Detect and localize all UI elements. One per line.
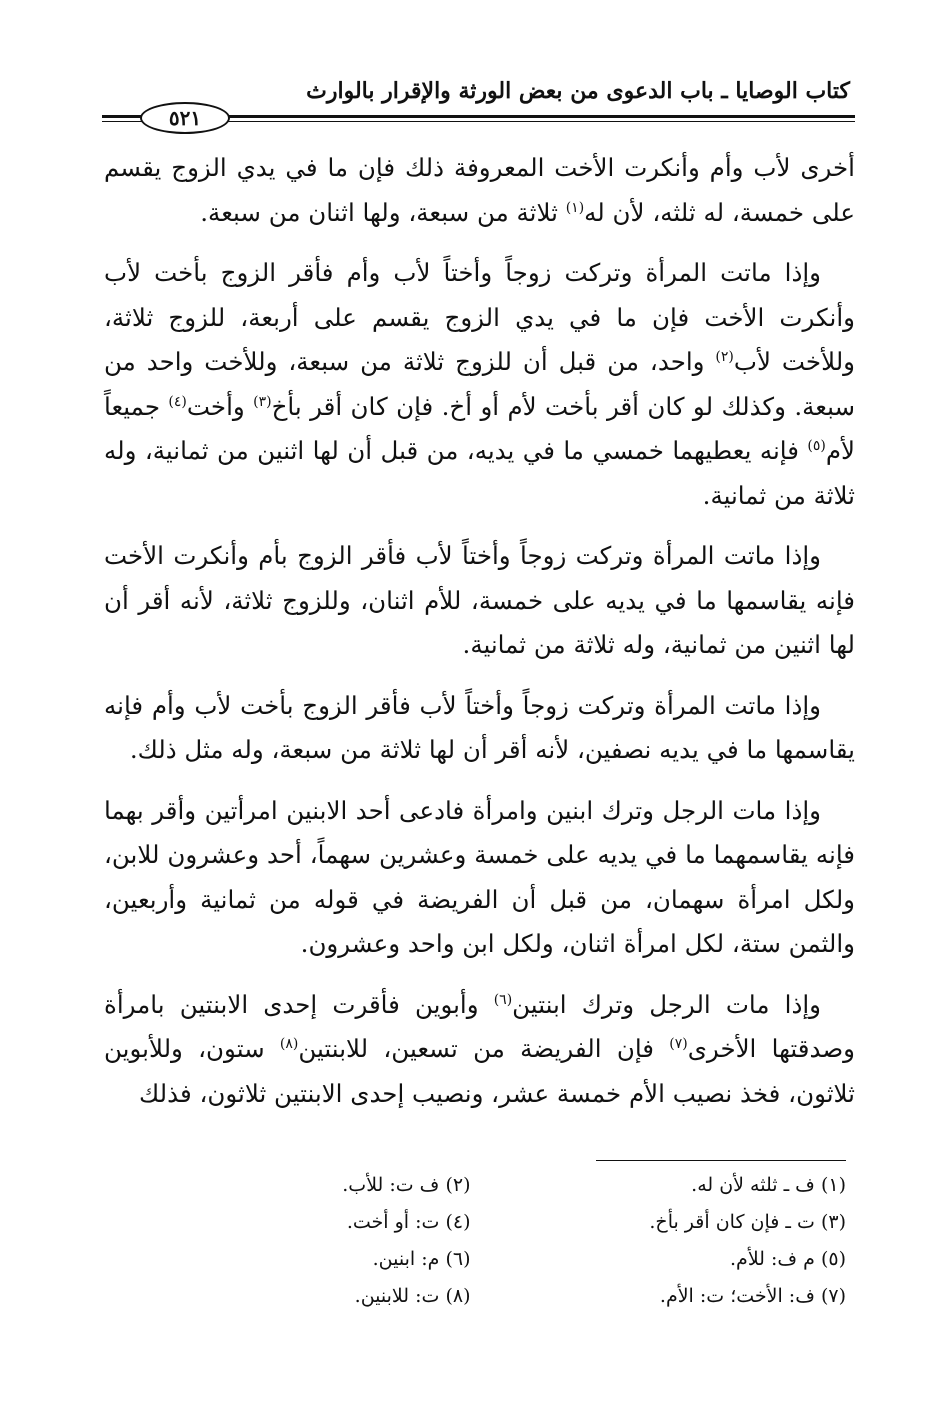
footnote <box>95 1174 471 1211</box>
footnote-text: ف ت: للأب. <box>342 1174 440 1196</box>
footnote-ref: (٤) <box>168 393 187 410</box>
page-number: ٥٢١ <box>140 102 230 134</box>
footnotes <box>95 1174 846 1322</box>
footnote-number: (٢) <box>445 1174 471 1196</box>
text-run: وأبوين فأقرت إحدى الابنتين بامرأة وصدقتها الأخرى <box>104 989 856 1063</box>
footnote-number: (٨) <box>445 1285 471 1307</box>
header-rule <box>102 102 855 128</box>
footnote <box>471 1174 847 1211</box>
text-run: وإذا مات الرجل وترك ابنين وامرأة فادعى أحد الابنين امرأتين وأقر بهما فإنه يقاسمهما ما في يديه على خمسة وعشرين سهماً، أحد وعشرون للابن، ولكل امرأة سهمان، من قبل أن الفريضة في قوله من ثمانية وأربعين، والثمن ستة، لكل امرأة اثنان، ولكل ابن واحد وعشرون. <box>104 795 855 958</box>
text-run: وإذا ماتت المرأة وتركت زوجاً وأختاً لأب فأقر الزوج بأم وأنكرت الأخت فإنه يقاسمها ما في يديه على خمسة، للأم اثنان، وللزوج ثلاثة، لأنه أقر أن لها اثنين من ثمانية، وله ثلاثة من ثمانية. <box>104 541 855 659</box>
paragraph <box>104 684 855 773</box>
footnote-ref: (٢) <box>715 348 734 365</box>
text-run: وأخت <box>186 391 254 421</box>
footnote-number: (٧) <box>820 1285 846 1307</box>
paragraph <box>104 251 855 518</box>
main-text <box>104 146 855 1132</box>
paragraph <box>104 983 855 1117</box>
paragraph <box>104 534 855 668</box>
text-run: أخرى لأب وأم وأنكرت الأخت المعروفة ذلك فإن ما في يدي الزوج يقسم على خمسة، له ثلثه، لأن له <box>104 153 855 227</box>
footnote-text: ت: للابنين. <box>354 1285 440 1307</box>
footnote <box>471 1248 847 1285</box>
footnote-ref: (٨) <box>279 1035 299 1052</box>
footnote <box>471 1285 847 1322</box>
text-run: وإذا مات الرجل وترك ابنتين <box>512 989 821 1019</box>
footnote-number: (٤) <box>445 1211 471 1233</box>
text-run: جميعاً لأم <box>104 391 855 465</box>
footnote-text: م ف: للأم. <box>730 1248 815 1270</box>
footnote-ref: (٦) <box>493 991 513 1008</box>
text-run: وإذا ماتت المرأة وتركت زوجاً وأختاً لأب فأقر الزوج بأخت لأب وأم فإنه يقاسمها ما في يديه نصفين، لأنه أقر أن لها ثلاثة من سبعة، وله مثل ذلك. <box>104 690 855 764</box>
footnote <box>95 1211 471 1248</box>
text-run: وإذا ماتت المرأة وتركت زوجاً وأختاً لأب وأم فأقر الزوج بأخت لأب وأنكرت الأخت فإن ما في يدي الزوج يقسم على أربعة، للزوج ثلاثة، وللأخت لأب <box>104 258 855 376</box>
text-run: ثلاثة من سبعة، ولها اثنان من سبعة. <box>200 197 566 227</box>
text-run: واحد، من قبل أن للزوج ثلاثة من سبعة، وللأخت واحد من سبعة. وكذلك لو كان أقر بأخت لأم أو أخ. فإن كان أقر بأخ <box>104 347 855 421</box>
footnote-text: م: ابنين. <box>372 1248 440 1270</box>
footnote-number: (١) <box>820 1174 846 1196</box>
footnote-number: (٦) <box>445 1248 471 1270</box>
footnote-ref: (١) <box>565 199 585 216</box>
footnote <box>95 1248 471 1285</box>
footnote-text: ت: أو أخت. <box>346 1211 440 1233</box>
footnote <box>471 1211 847 1248</box>
paragraph <box>104 789 855 967</box>
footnote-text: ف ـ ثلثه لأن له. <box>691 1174 815 1196</box>
footnote-number: (٥) <box>820 1248 846 1270</box>
footnote-text: ت ـ فإن كان أقر بأخ. <box>649 1211 815 1233</box>
footnote-ref: (٥) <box>807 437 826 454</box>
text-run: ستون، وللأبوين ثلاثون، فخذ نصيب الأم خمسة عشر، ونصيب إحدى الابنتين ثلاثون، فذلك <box>104 1034 855 1108</box>
text-run: فإن الفريضة من تسعين، للابنتين <box>298 1034 670 1063</box>
footnote-separator <box>596 1160 846 1161</box>
footnote <box>95 1285 471 1322</box>
paragraph <box>104 146 855 235</box>
running-title: كتاب الوصايا ـ باب الدعوى من بعض الورثة والإقرار بالوارث <box>306 78 850 104</box>
footnote-number: (٣) <box>820 1211 846 1233</box>
footnote-ref: (٧) <box>669 1035 688 1052</box>
text-run: فإنه يعطيهما خمسي ما في يديه، من قبل أن لها اثنين من ثمانية، وله ثلاثة من ثمانية. <box>104 436 855 510</box>
footnote-text: ف: الأخت؛ ت: الأم. <box>659 1285 815 1307</box>
footnote-ref: (٣) <box>253 393 272 410</box>
